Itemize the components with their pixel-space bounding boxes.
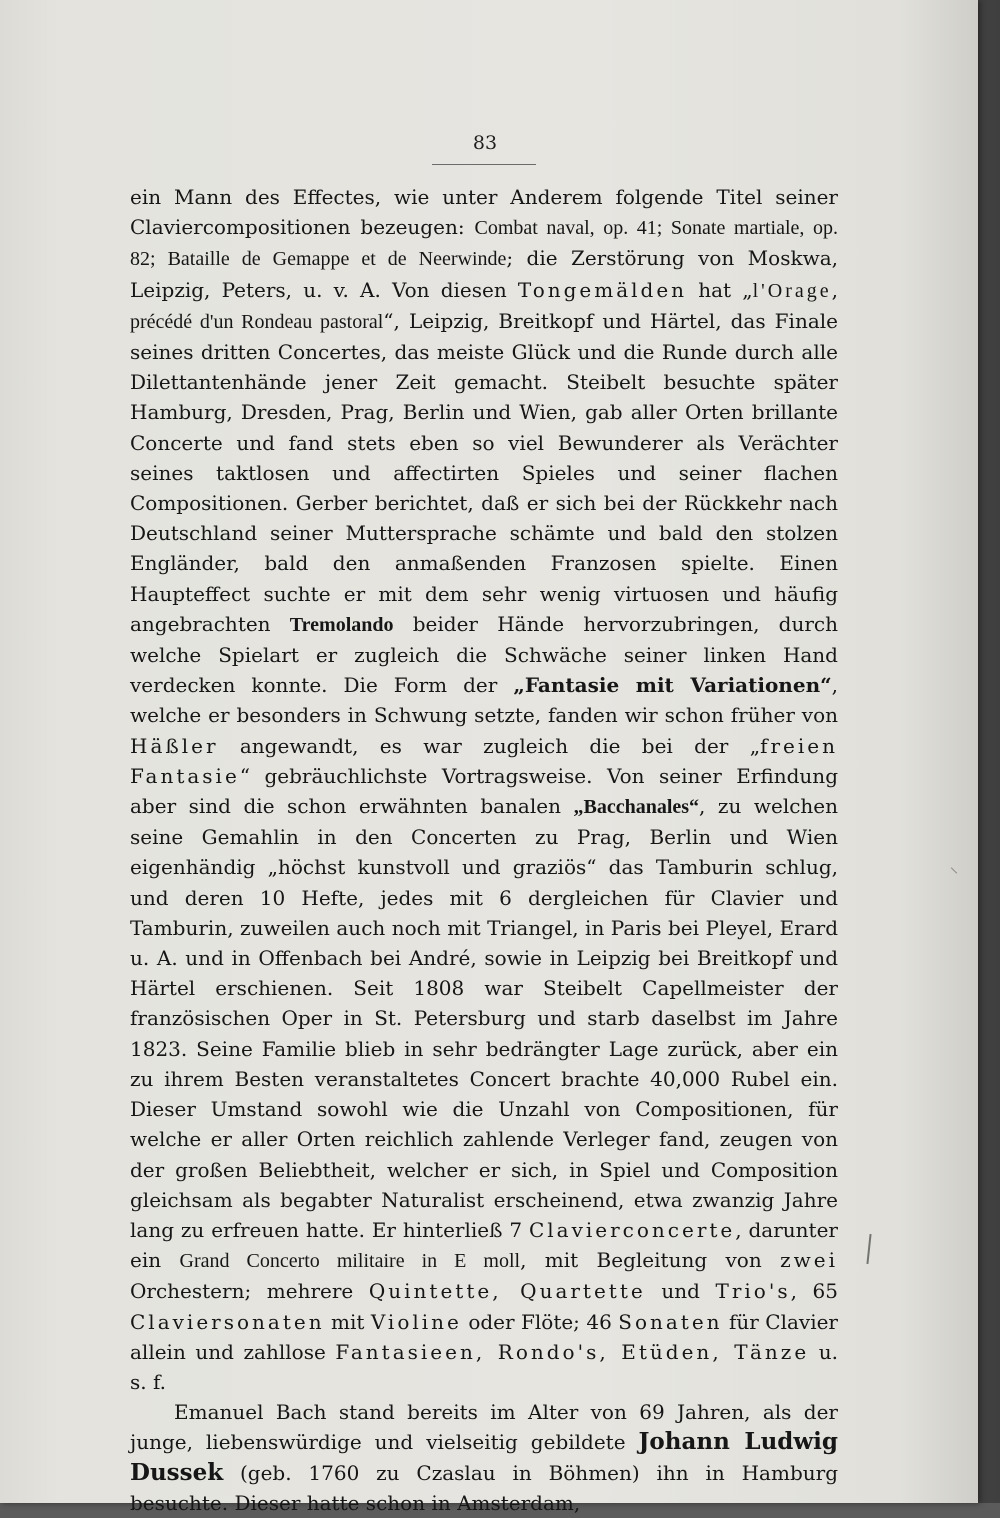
text-run: u. s. f. — [130, 1339, 838, 1394]
text-run: “, Leipzig, Breitkopf und Härtel, das Finale seines dritten Concertes, das meiste Glück und die Runde durch alle Dilettantenhände jener Zeit gemacht. Steibelt besuchte später Hamburg, Dresden, Prag, Berlin und Wien, gab aller Orten brillante Concerte und fand stets eben so viel Bewunderer als Verächter seines taktlosen und affectirten Spieles und seiner flachen Compositionen. Gerber berichtet, daß er sich bei der Rückkehr nach Deutschland seiner Muttersprache schämte und bald den stolzen Engländer, bald den anmaßenden Franzosen spielte. Einen Haupteffect suchte er mit dem sehr wenig virtuosen und häufig angebrachten — [130, 308, 838, 636]
header-rule — [432, 164, 536, 165]
text-run: Sonaten — [618, 1309, 723, 1334]
text-run: Grand Concerto militaire in E moll — [179, 1250, 521, 1273]
text-run: oder Flöte; 46 — [461, 1309, 619, 1334]
text-run: , welche er besonders in Schwung setzte, fanden wir schon früher von — [130, 673, 838, 728]
text-run: , zu welchen seine Gemahlin in den Concerten zu Prag, Berlin und Wien eigenhändig „höchst kunstvoll und graziös“ das Tamburin schlug, und deren 10 Hefte, jedes mit 6 dergleichen für Clavier und Tamburin, zuweilen auch noch mit Triangel, in Paris bei Pleyel, Erard u. A. und in Offenbach bei André, sowie in Leipzig bei Breitkopf und Härtel erschienen. Seit 1808 war Steibelt Capellmeister der französischen Oper in St. Petersburg und starb daselbst im Jahre 1823. Seine Familie blieb in sehr bedrängter Lage zurück, aber ein zu ihrem Besten veranstaltetes Concert brachte 40,000 Rubel ein. Dieser Umstand sowohl wie die Unzahl von Compositionen, für welche er aller Orten reichlich zahlende Verleger fand, zeugen von der großen Beliebtheit, welcher er sich, in Spiel und Composition gleichsam als begabter Naturalist erscheinend, etwa zwanzig Jahre lang zu erfreuen hatte. Er hinterließ 7 — [130, 794, 839, 1242]
page-number: 83 — [472, 132, 498, 154]
text-run: Häßler — [130, 733, 219, 758]
text-run: précédé d'un Rondeau pastoral — [130, 310, 384, 333]
text-run: Orchestern; mehrere — [130, 1279, 369, 1304]
text-run: freien Fantasie — [130, 733, 838, 788]
body-text — [130, 182, 838, 1518]
text-run: Tremolando — [289, 613, 394, 636]
text-run: „Fantasie mit Variationen“ — [513, 673, 832, 698]
text-run: , darunter ein — [130, 1217, 838, 1273]
paragraph — [130, 182, 838, 1397]
text-run: l'Orage — [752, 279, 832, 302]
text-run: , 65 — [790, 1279, 838, 1304]
text-run: Quintette, Quartette — [368, 1279, 646, 1304]
text-run: Clavierconcerte — [528, 1217, 736, 1242]
margin-tick-mark — [951, 867, 957, 873]
text-run: zwei — [780, 1248, 838, 1273]
text-run: , — [831, 277, 838, 302]
text-run: Fantasieen, Rondo's, Etüden, Tänze — [335, 1339, 810, 1364]
text-run: Tongemälden — [517, 277, 688, 302]
text-run: beider Hände hervorzubringen, durch welche Spielart er zugleich die Schwäche seiner linken Hand verdecken konnte. Die Form der — [130, 611, 838, 698]
text-run: „Bacchanales“ — [573, 796, 700, 819]
text-run: Trio's — [715, 1279, 791, 1304]
text-run: Johann Ludwig Dussek — [130, 1428, 838, 1486]
text-run: (geb. 1760 zu Czaslau in Böhmen) ihn in Hamburg besuchte. Dieser hatte schon in Amsterdam, — [130, 1460, 838, 1515]
text-run: mit — [324, 1309, 371, 1334]
text-run: hat „ — [687, 277, 753, 302]
text-run: für Clavier allein und zahllose — [130, 1309, 838, 1364]
margin-pencil-mark — [866, 1234, 871, 1264]
text-run: und — [645, 1279, 716, 1304]
text-run: Combat naval, op. 41; Sonate martiale, op. 82; Bataille de Gemappe et de Neerwinde — [130, 217, 838, 271]
text-run: angewandt, es war zugleich die bei der „ — [218, 733, 761, 758]
text-run: Violine — [370, 1309, 462, 1334]
text-run: ein Mann des Effectes, wie unter Anderem folgende Titel seiner Claviercompositionen bezeugen: — [130, 185, 838, 240]
text-run: Claviersonaten — [130, 1309, 325, 1334]
text-run: , mit Begleitung von — [520, 1248, 781, 1273]
paragraph — [130, 1397, 838, 1518]
text-run: Emanuel Bach stand bereits im Alter von 69 Jahren, als der junge, liebenswürdige und vielseitig gebildete — [130, 1400, 838, 1455]
text-run: “ gebräuchlichste Vortragsweise. Von seiner Erfindung aber sind die schon erwähnten banalen — [130, 763, 838, 819]
text-run: ; die Zerstörung von Moskwa, Leipzig, Peters, u. v. A. Von diesen — [130, 246, 838, 302]
